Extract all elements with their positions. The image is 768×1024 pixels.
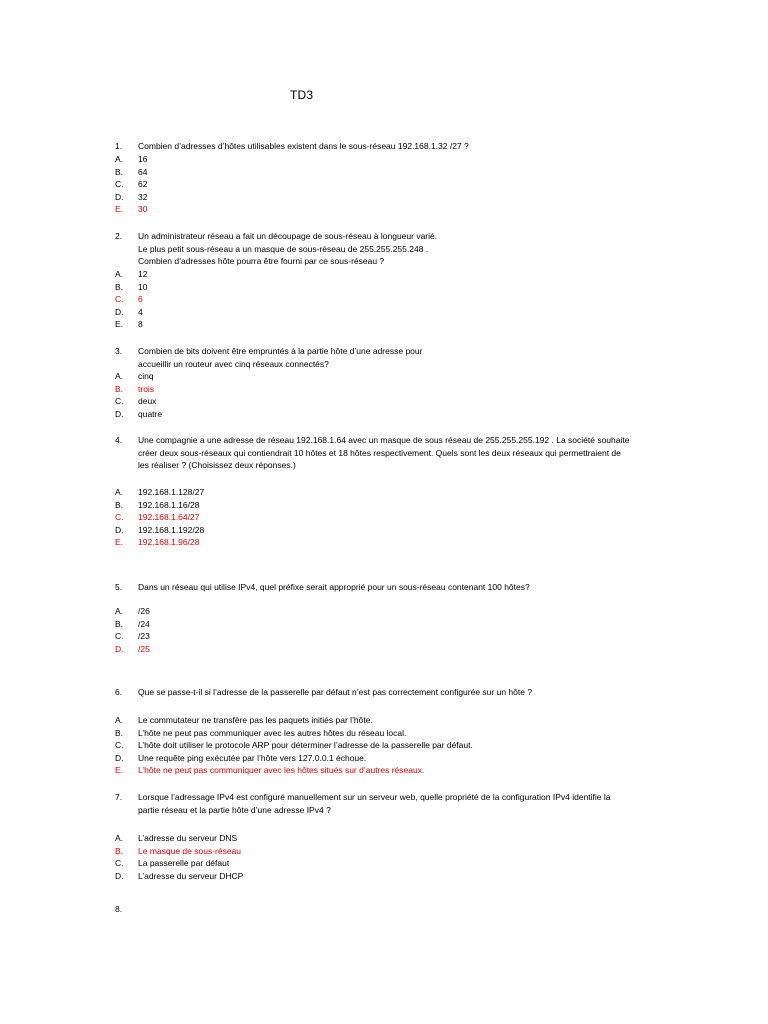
option-letter: B. — [115, 845, 124, 856]
option-d — [0, 870, 768, 883]
option-c — [0, 857, 768, 870]
option-text: 192.168.1.128/27 — [138, 487, 205, 497]
option-a — [0, 370, 768, 383]
option-letter: D. — [115, 870, 124, 881]
option-letter: D. — [115, 524, 124, 535]
question-number: 2. — [115, 231, 123, 241]
question-line: créer deux sous-réseaux qui contiendrait 10 hôtes et 18 hôtes respectivement. Quels sont les deux réseaux qui permettraient de — [138, 447, 621, 458]
option-a — [0, 714, 768, 727]
option-b — [0, 618, 768, 631]
option-text: 16 — [138, 154, 148, 164]
option-letter: D. — [115, 306, 124, 317]
option-text: 8 — [138, 319, 143, 329]
option-text: 192.168.1.96/28 — [138, 537, 200, 547]
question-5-options — [0, 605, 768, 655]
option-d — [0, 306, 768, 319]
question-line: Lorsque l’adressage IPv4 est configuré manuellement sur un serveur web, quelle propriété de la configuration IPv4 identifie la — [138, 792, 611, 802]
question-header — [0, 140, 768, 153]
option-text: quatre — [138, 408, 163, 419]
option-text: 10 — [138, 281, 148, 292]
question-header — [0, 434, 768, 470]
question-1-options — [0, 153, 768, 216]
option-c — [0, 178, 768, 191]
question-header — [0, 345, 768, 369]
option-a — [0, 832, 768, 845]
question-line: Combien d’adresses d’hôtes utilisables existent dans le sous-réseau 192.168.1.32 /27 ? — [138, 141, 469, 151]
option-text: 6 — [138, 294, 143, 304]
option-b — [0, 499, 768, 512]
question-line: Un administrateur réseau a fait un découpage de sous-réseau à longueur varié. — [138, 231, 438, 241]
option-letter: C. — [115, 179, 124, 189]
question-number: 3. — [115, 346, 123, 356]
option-text: L’adresse du serveur DNS — [138, 833, 238, 843]
question-line: Combien de bits doivent être empruntés à la partie hôte d’une adresse pour — [138, 346, 423, 356]
option-text: /25 — [138, 643, 150, 654]
option-e-correct — [0, 203, 768, 216]
question-header — [0, 230, 768, 266]
option-letter: B. — [115, 727, 124, 738]
option-d — [0, 191, 768, 204]
option-c — [0, 395, 768, 408]
option-letter: C. — [115, 858, 124, 868]
option-text: L’hôte ne peut pas communiquer avec les hôtes situés sur d’autres réseaux. — [138, 765, 425, 775]
question-number: 8. — [115, 904, 123, 914]
option-a — [0, 268, 768, 281]
option-letter: C. — [115, 631, 124, 641]
question-header — [0, 903, 768, 916]
option-text: Le commutateur ne transfère pas les paquets initiés par l’hôte. — [138, 715, 373, 725]
option-e-correct — [0, 764, 768, 777]
option-text: La passerelle par défaut — [138, 858, 230, 868]
option-a — [0, 153, 768, 166]
option-letter: B. — [115, 383, 124, 394]
document-title: TD3 — [290, 88, 314, 102]
option-b — [0, 727, 768, 740]
option-letter: E. — [115, 204, 124, 214]
question-number: 4. — [115, 435, 123, 445]
question-line: Que se passe-t-il si l’adresse de la passerelle par défaut n’est pas correctement configurée sur un hôte ? — [138, 687, 533, 697]
option-letter: B. — [115, 499, 124, 510]
option-letter: E. — [115, 765, 124, 775]
option-letter: A. — [115, 606, 124, 616]
question-text — [138, 686, 698, 699]
option-text: Le masque de sous-réseau — [138, 845, 242, 856]
option-b-correct — [0, 383, 768, 396]
question-4 — [0, 434, 768, 470]
option-letter: D. — [115, 408, 124, 419]
option-text: L’adresse du serveur DHCP — [138, 870, 244, 881]
question-2 — [0, 230, 768, 266]
question-4-options — [0, 486, 768, 549]
option-text: 32 — [138, 191, 148, 202]
option-a — [0, 605, 768, 618]
option-c — [0, 630, 768, 643]
option-letter: C. — [115, 512, 124, 522]
option-letter: A. — [115, 487, 124, 497]
question-text — [138, 345, 698, 370]
option-b — [0, 166, 768, 179]
option-letter: B. — [115, 166, 124, 177]
question-3 — [0, 345, 768, 369]
option-d-correct — [0, 643, 768, 656]
option-letter: C. — [115, 294, 124, 304]
option-letter: D. — [115, 643, 124, 654]
option-letter: B. — [115, 618, 124, 629]
option-text: 4 — [138, 306, 143, 317]
option-letter: C. — [115, 396, 124, 406]
question-line: accueillir un routeur avec cinq réseaux connectés? — [138, 358, 329, 369]
option-letter: D. — [115, 752, 124, 763]
question-header — [0, 791, 768, 815]
question-line: Combien d’adresses hôte pourra être fourni par ce sous-réseau ? — [138, 256, 385, 266]
option-letter: A. — [115, 269, 124, 279]
question-2-options — [0, 268, 768, 331]
option-text: deux — [138, 396, 157, 406]
option-text: L’hôte ne peut pas communiquer avec les autres hôtes du réseau local. — [138, 727, 407, 738]
option-text: 12 — [138, 269, 148, 279]
option-letter: A. — [115, 715, 124, 725]
question-number: 6. — [115, 687, 123, 697]
option-letter: C. — [115, 740, 124, 750]
question-3-options — [0, 370, 768, 420]
question-header — [0, 581, 768, 594]
question-1 — [0, 140, 768, 153]
question-line: partie réseau et la partie hôte d’une adresse IPv4 ? — [138, 804, 331, 815]
option-b-correct — [0, 845, 768, 858]
option-text: Une requête ping exécutée par l’hôte vers 127.0.0.1 échoue. — [138, 752, 367, 763]
question-line: les réaliser ? (Choisissez deux réponses.) — [138, 460, 296, 470]
option-letter: B. — [115, 281, 124, 292]
option-letter: D. — [115, 191, 124, 202]
option-letter: E. — [115, 319, 124, 329]
option-letter: E. — [115, 537, 124, 547]
option-text: 192.168.1.16/28 — [138, 499, 200, 510]
question-text — [138, 230, 698, 268]
option-letter: A. — [115, 371, 124, 381]
option-text: /24 — [138, 618, 150, 629]
option-c-correct — [0, 293, 768, 306]
question-line: Dans un réseau qui utilise IPv4, quel préfixe serait approprié pour un sous-réseau contenant 100 hôtes? — [138, 582, 530, 592]
option-letter: A. — [115, 154, 124, 164]
question-line: Une compagnie a une adresse de réseau 192.168.1.64 avec un masque de sous réseau de 255.255.255.192 . La société souhaite — [138, 435, 630, 445]
option-text: 192.168.1.64/27 — [138, 512, 200, 522]
question-7 — [0, 791, 768, 815]
question-5 — [0, 581, 768, 594]
option-text: 62 — [138, 179, 148, 189]
question-number: 5. — [115, 582, 123, 592]
question-6-options — [0, 714, 768, 777]
question-7-options — [0, 832, 768, 882]
option-d — [0, 524, 768, 537]
question-text — [138, 434, 738, 472]
option-c-correct — [0, 511, 768, 524]
question-number: 1. — [115, 141, 123, 151]
option-d — [0, 408, 768, 421]
question-line: Le plus petit sous-réseau a un masque de sous-réseau de 255.255.255.248 . — [138, 243, 429, 254]
question-text — [138, 791, 738, 816]
option-text: cinq — [138, 371, 154, 381]
option-e-correct — [0, 536, 768, 549]
question-header — [0, 686, 768, 699]
option-d — [0, 752, 768, 765]
option-text: 192.168.1.192/28 — [138, 524, 205, 535]
option-text: /26 — [138, 606, 150, 616]
question-text — [138, 581, 698, 594]
question-6 — [0, 686, 768, 699]
question-number: 7. — [115, 792, 123, 802]
option-b — [0, 281, 768, 294]
option-text: 30 — [138, 204, 148, 214]
option-text: trois — [138, 383, 155, 394]
question-text — [138, 140, 698, 153]
option-c — [0, 739, 768, 752]
option-text: 64 — [138, 166, 148, 177]
option-text: L’hôte doit utiliser le protocole ARP pour déterminer l’adresse de la passerelle par défaut. — [138, 740, 473, 750]
option-e — [0, 318, 768, 331]
option-text: /23 — [138, 631, 150, 641]
option-a — [0, 486, 768, 499]
question-8 — [0, 903, 768, 916]
option-letter: A. — [115, 833, 124, 843]
